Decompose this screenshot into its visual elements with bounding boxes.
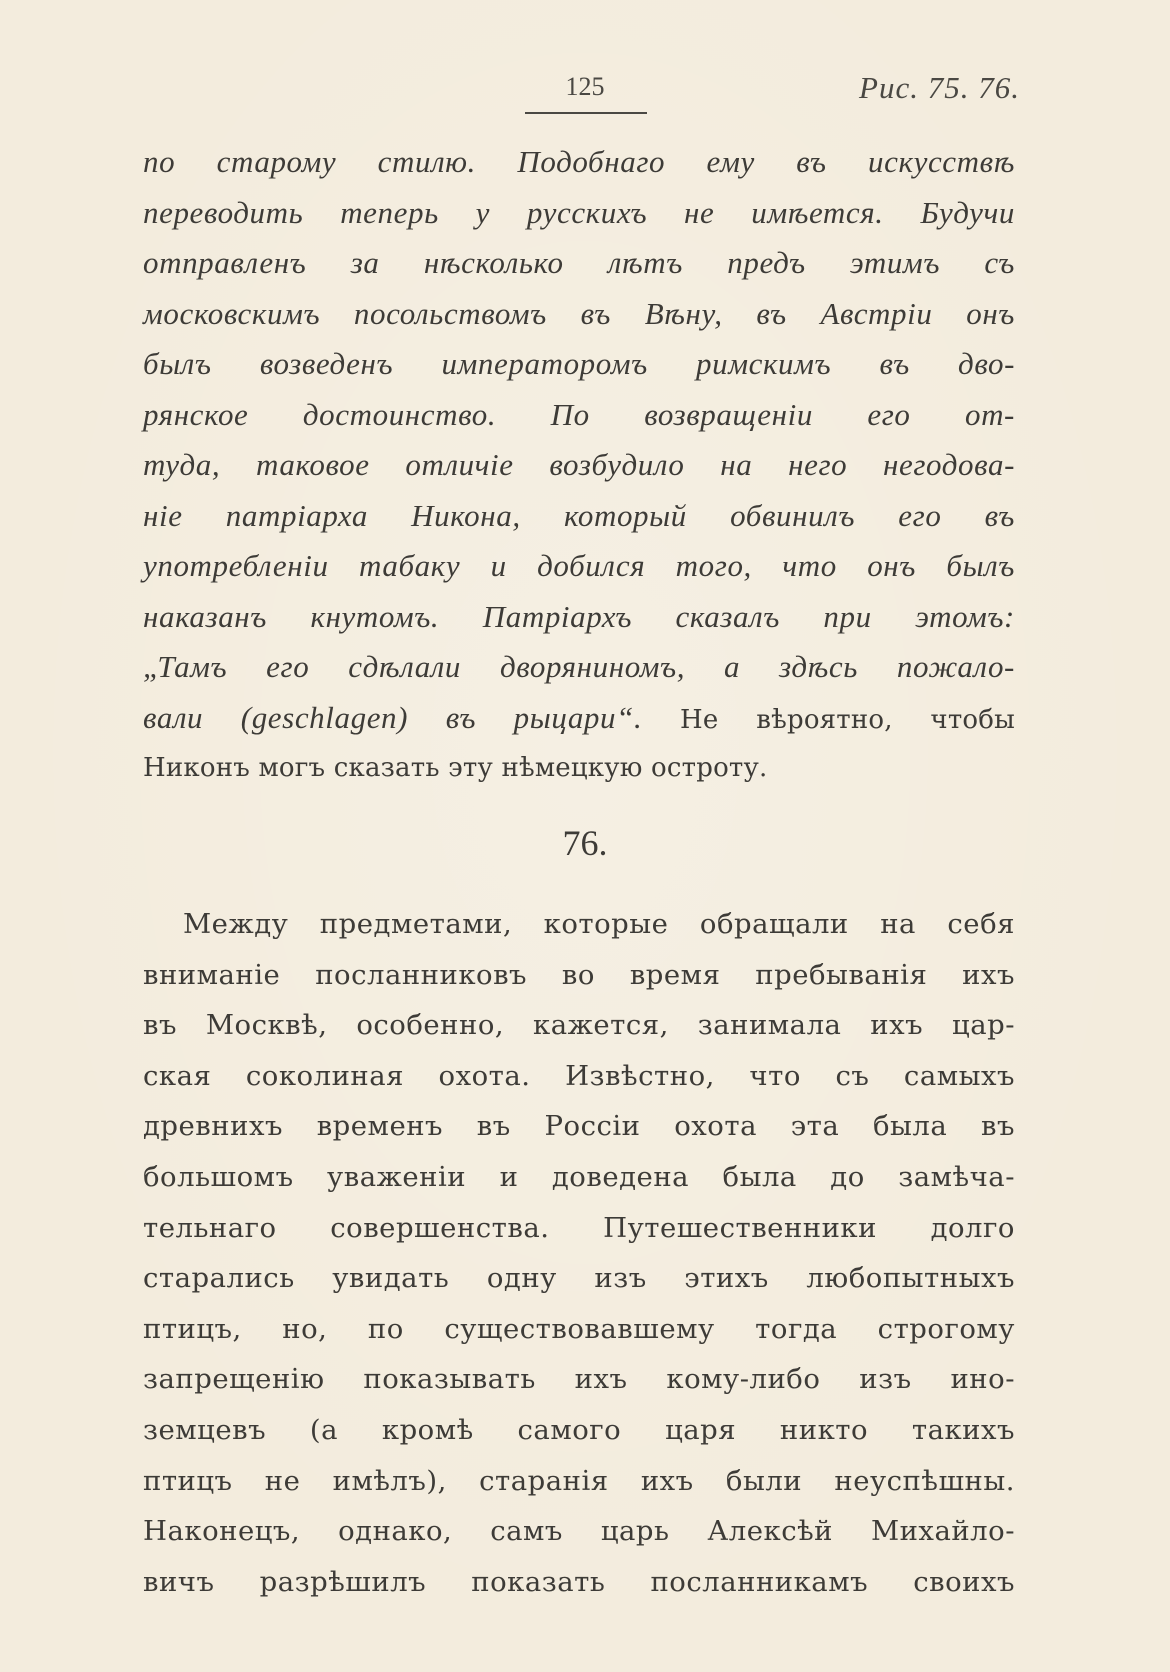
italic-segment: вали (geschlagen) въ рыцари“. (143, 699, 643, 735)
mixed-style-line (143, 693, 1015, 744)
text-line: старались увидать одну изъ этихъ любопытныхъ (143, 1262, 1015, 1295)
text-line: древнихъ временъ въ Россіи охота эта была въ (143, 1110, 1015, 1143)
text-line: рянское достоинство. По возвращеніи его от- (143, 396, 1015, 432)
text-line: отправленъ за нѣсколько лѣтъ предъ этимъ съ (143, 245, 1015, 280)
text-line: запрещенію показывать ихъ кому-либо изъ ино- (143, 1363, 1015, 1396)
text-line: вниманіе посланниковъ во время пребыванія ихъ (143, 958, 1015, 991)
text-line: по старому стилю. Подобнаго ему въ искусствѣ (143, 144, 1015, 179)
page-number-underline (525, 112, 647, 114)
text-line: употребленіи табаку и добился того, что онъ былъ (143, 548, 1015, 583)
page-header (140, 70, 1020, 120)
figure-reference: Рис. 75. 76. (859, 70, 1020, 105)
text-line: наказанъ кнутомъ. Патріархъ сказалъ при этомъ: (143, 598, 1015, 634)
text-line: большомъ уваженіи и доведена была до замѣча- (143, 1160, 1015, 1193)
text-line: птицъ не имѣлъ), старанія ихъ были неуспѣшны. (143, 1464, 1015, 1497)
section-number: 76. (562, 823, 608, 863)
text-line: птицъ, но, по существовавшему тогда строгому (143, 1312, 1015, 1345)
text-line: въ Москвѣ, особенно, кажется, занимала ихъ цар- (143, 1009, 1015, 1042)
text-line: земцевъ (а кромѣ самого царя никто такихъ (143, 1413, 1015, 1446)
text-line-first: Между предметами, которые обращали на себя (183, 908, 1015, 940)
text-line-last: Никонъ могъ сказать эту нѣмецкую остроту. (143, 753, 768, 783)
text-line: ская соколиная охота. Извѣстно, что съ самыхъ (143, 1059, 1015, 1092)
text-line: тельнаго совершенства. Путешественники долго (143, 1211, 1015, 1244)
text-line: Наконецъ, однако, самъ царь Алексѣй Михайло- (143, 1515, 1015, 1548)
text-line: московскимъ посольствомъ въ Вѣну, въ Австріи онъ (143, 295, 1015, 331)
text-line: вичъ разрѣшилъ показать посланникамъ своихъ (143, 1565, 1015, 1598)
text-line: былъ возведенъ императоромъ римскимъ въ дво- (143, 346, 1015, 381)
text-line: „Тамъ его сдѣлали дворяниномъ, а здѣсь пожало- (143, 649, 1015, 684)
roman-segment: Не вѣроятно, чтобы (642, 704, 1016, 735)
text-line: туда, таковое отличіе возбудило на него негодова- (143, 447, 1015, 482)
passage-75 (143, 137, 1015, 794)
passage-76 (143, 899, 1015, 1607)
text-line: переводить теперь у русскихъ не имѣется. Будучи (143, 194, 1015, 230)
text-line: ніе патріарха Никона, который обвинилъ его въ (143, 497, 1015, 533)
page-number: 125 (565, 72, 605, 101)
